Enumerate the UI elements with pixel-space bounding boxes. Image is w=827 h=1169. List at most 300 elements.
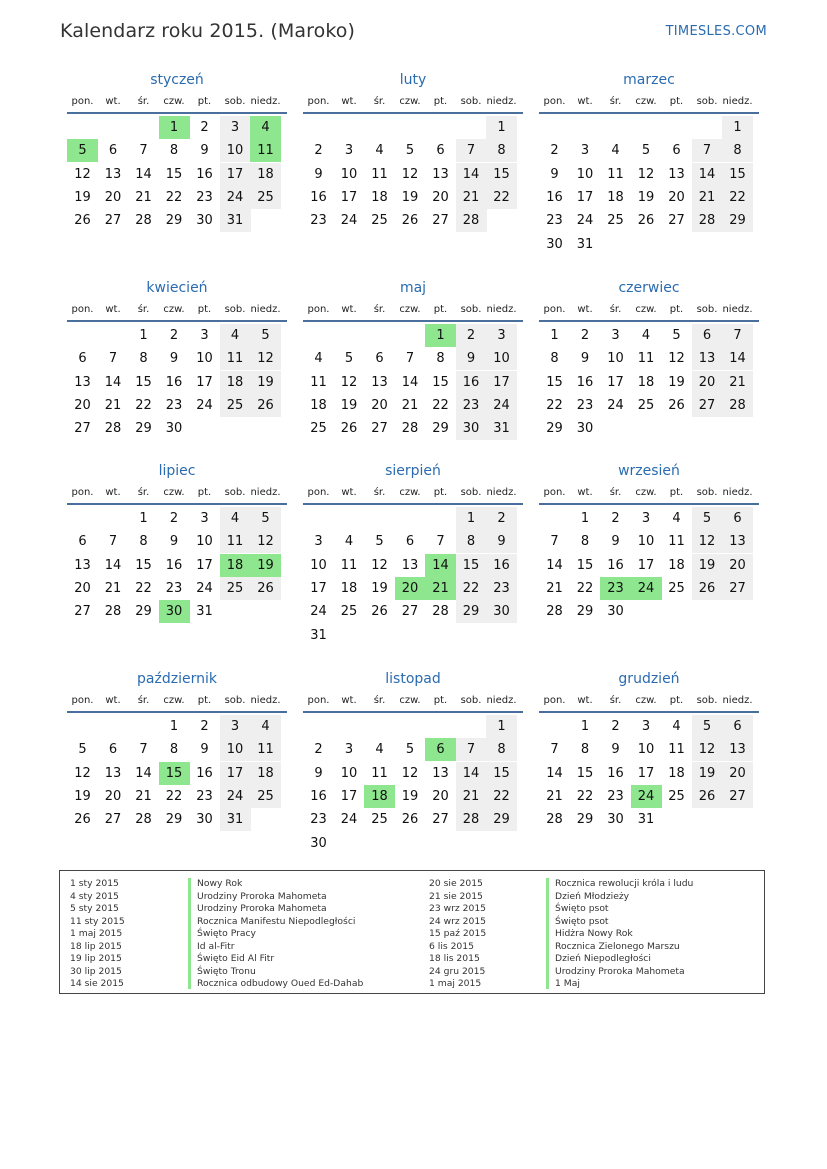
weekday-label: pon.: [307, 96, 330, 107]
weekday-label: sob.: [460, 96, 482, 107]
month-header-rule: [303, 112, 523, 114]
day-cell: 30: [607, 604, 624, 620]
weekday-label: czw.: [163, 487, 185, 498]
day-cell: 12: [340, 374, 358, 390]
day-cell: 15: [486, 163, 517, 186]
day-cell: 23: [310, 213, 327, 229]
day-cell: 16: [576, 374, 594, 390]
day-cell: 22: [135, 397, 152, 413]
day-cell: 2: [580, 328, 590, 343]
month-name: październik: [137, 671, 217, 687]
holiday-name: Urodziny Proroka Mahometa: [197, 903, 327, 914]
day-cell: 7: [108, 534, 118, 550]
day-cell: 22: [135, 580, 152, 596]
day-cell: 22: [486, 785, 517, 808]
day-cell: 24: [310, 604, 327, 620]
holiday-name: Rocznica odbudowy Oued Ed-Dahab: [197, 978, 364, 989]
day-cell: 4: [375, 143, 384, 159]
month-name: luty: [399, 72, 427, 88]
day-cell: 20: [74, 397, 91, 413]
day-cell: 28: [401, 421, 419, 437]
holiday-date: 14 sie 2015: [70, 978, 124, 989]
weekday-label: czw.: [399, 304, 421, 315]
holiday-name: Rocznica Manifestu Niepodległości: [197, 915, 356, 927]
day-cell: 6: [78, 534, 87, 550]
day-cell: 31: [576, 236, 594, 252]
weekday-label: pon.: [543, 695, 566, 706]
weekday-header: [539, 693, 759, 709]
day-cell: 21: [456, 785, 487, 808]
day-cell: 22: [456, 577, 487, 600]
day-cell: 17: [340, 189, 358, 205]
day-cell: 27: [371, 421, 388, 437]
month-header-rule: [303, 320, 523, 322]
day-cell: 26: [692, 785, 723, 808]
weekday-label: pt.: [669, 96, 684, 107]
day-cell: 1: [722, 116, 753, 139]
day-cell: 27: [104, 812, 122, 828]
day-cell: 5: [250, 324, 281, 347]
day-cell: 20: [668, 189, 685, 205]
day-cell: 28: [135, 812, 152, 828]
day-cell: 30: [310, 835, 327, 851]
holiday-day-cell: 1: [425, 324, 456, 347]
month-header-rule: [67, 112, 287, 114]
day-cell: 6: [722, 715, 753, 738]
weekday-label: sob.: [696, 96, 718, 107]
day-cell: 10: [310, 557, 327, 573]
day-cell: 2: [169, 511, 179, 526]
day-cell: 11: [371, 166, 388, 182]
month-header-rule: [67, 711, 287, 713]
day-cell: 3: [200, 328, 209, 343]
day-cell: 12: [371, 557, 388, 573]
holiday-day-cell: 30: [159, 600, 190, 623]
weekday-label: niedz.: [250, 487, 281, 498]
day-cell: 29: [135, 604, 152, 620]
day-cell: 28: [104, 421, 122, 437]
month-name: listopad: [385, 671, 441, 687]
day-cell: 23: [486, 577, 517, 600]
day-cell: 27: [692, 394, 723, 417]
day-cell: 19: [692, 762, 723, 785]
day-cell: 25: [668, 788, 685, 804]
holiday-marker-right: [546, 878, 549, 989]
day-cell: 29: [456, 600, 487, 623]
holiday-date: 30 lip 2015: [70, 965, 122, 977]
day-cell: 28: [546, 812, 563, 828]
holiday-day-cell: 4: [250, 116, 281, 139]
weekday-label: pon.: [543, 96, 566, 107]
day-cell: 30: [165, 421, 183, 437]
weekday-label: czw.: [163, 695, 185, 706]
holiday-name: Dzień Niepodległości: [555, 953, 651, 964]
weekday-label: śr.: [137, 695, 150, 706]
day-cell: 25: [637, 397, 655, 413]
day-cell: 17: [310, 580, 327, 596]
day-cell: 23: [310, 812, 327, 828]
day-cell: 2: [314, 143, 323, 159]
weekday-label: niedz.: [722, 487, 753, 498]
holiday-day-cell: 19: [250, 554, 281, 577]
day-cell: 21: [722, 371, 753, 394]
day-cell: 13: [104, 166, 122, 182]
day-cell: 23: [456, 394, 487, 417]
day-cell: 25: [340, 604, 358, 620]
holiday-date: 4 sty 2015: [70, 890, 119, 902]
day-cell: 27: [432, 812, 449, 828]
day-cell: 19: [401, 189, 419, 205]
weekday-header: [539, 302, 759, 318]
month-header-rule: [539, 320, 759, 322]
weekday-label: pt.: [669, 487, 684, 498]
day-cell: 12: [401, 166, 419, 182]
holiday-day-cell: 21: [425, 577, 456, 600]
day-cell: 5: [375, 534, 384, 550]
day-cell: 1: [486, 715, 517, 738]
day-cell: 14: [104, 557, 122, 573]
day-cell: 27: [74, 421, 91, 437]
weekday-label: pt.: [433, 96, 448, 107]
holiday-day-cell: 15: [159, 762, 190, 785]
day-cell: 29: [165, 812, 183, 828]
day-cell: 1: [139, 511, 148, 526]
holiday-dates-left: [70, 878, 125, 991]
day-cell: 8: [436, 351, 445, 367]
day-cell: 2: [550, 143, 559, 159]
holiday-name: Święto Tronu: [197, 965, 256, 977]
day-cell: 22: [576, 580, 594, 596]
month-header-rule: [539, 711, 759, 713]
day-cell: 19: [371, 580, 388, 596]
weekday-label: sob.: [224, 695, 246, 706]
day-cell: 30: [576, 421, 594, 437]
day-cell: 11: [637, 351, 655, 367]
day-cell: 19: [401, 788, 419, 804]
day-cell: 15: [486, 762, 517, 785]
day-cell: 27: [722, 785, 753, 808]
day-cell: 30: [486, 600, 517, 623]
day-cell: 4: [314, 351, 323, 367]
day-cell: 28: [135, 213, 152, 229]
day-cell: 5: [250, 507, 281, 530]
day-cell: 13: [401, 557, 419, 573]
day-cell: 19: [340, 397, 358, 413]
day-cell: 19: [74, 189, 91, 205]
holiday-list: [59, 870, 765, 994]
day-cell: 25: [310, 421, 327, 437]
day-cell: 28: [692, 209, 723, 232]
day-cell: 2: [486, 507, 517, 530]
weekday-label: wt.: [341, 304, 357, 315]
day-cell: 4: [672, 719, 681, 734]
day-cell: 18: [310, 397, 327, 413]
holiday-name: Urodziny Proroka Mahometa: [555, 965, 685, 977]
day-cell: 25: [220, 394, 251, 417]
month-name: styczeń: [150, 72, 204, 88]
holiday-day-cell: 18: [220, 554, 251, 577]
day-cell: 17: [637, 557, 655, 573]
day-cell: 11: [340, 557, 358, 573]
day-cell: 16: [456, 371, 487, 394]
holiday-names-left: [197, 878, 363, 991]
day-cell: 8: [550, 351, 559, 367]
day-cell: 13: [722, 530, 753, 553]
weekday-label: czw.: [163, 96, 185, 107]
day-cell: 29: [135, 421, 152, 437]
day-cell: 13: [668, 166, 685, 182]
day-cell: 10: [220, 738, 251, 761]
day-cell: 27: [401, 604, 419, 620]
holiday-name: Urodziny Proroka Mahometa: [197, 890, 327, 902]
weekday-label: śr.: [609, 96, 622, 107]
holiday-day-cell: 1: [159, 116, 190, 139]
day-cell: 31: [637, 812, 655, 828]
weekday-label: czw.: [163, 304, 185, 315]
day-cell: 16: [196, 765, 213, 781]
holiday-date: 6 lis 2015: [429, 940, 474, 952]
day-cell: 29: [576, 812, 594, 828]
holiday-dates-right: [429, 878, 486, 991]
day-cell: 5: [344, 351, 354, 367]
holiday-date: 18 lis 2015: [429, 953, 480, 964]
day-cell: 10: [637, 534, 655, 550]
weekday-label: niedz.: [722, 304, 753, 315]
day-cell: 4: [641, 328, 651, 343]
day-cell: 21: [135, 788, 152, 804]
day-cell: 6: [405, 534, 415, 550]
holiday-name: Święto Eid Al Fitr: [197, 953, 275, 964]
day-cell: 6: [78, 351, 87, 367]
holiday-name: Dzień Młodzieży: [555, 890, 630, 902]
day-cell: 24: [196, 397, 213, 413]
weekday-label: pt.: [197, 304, 212, 315]
holiday-date: 18 lip 2015: [70, 940, 122, 952]
day-cell: 23: [196, 788, 213, 804]
day-cell: 16: [607, 765, 624, 781]
holiday-date: 21 sie 2015: [429, 890, 483, 902]
day-cell: 9: [611, 742, 620, 758]
holiday-day-cell: 23: [600, 577, 631, 600]
day-cell: 12: [74, 765, 91, 781]
weekday-label: wt.: [105, 96, 121, 107]
day-cell: 27: [432, 213, 449, 229]
day-cell: 7: [550, 742, 559, 758]
holiday-name: Święto Pracy: [197, 928, 256, 939]
day-cell: 1: [580, 511, 590, 526]
day-cell: 15: [165, 166, 183, 182]
day-cell: 23: [165, 397, 183, 413]
day-cell: 3: [344, 742, 354, 758]
day-cell: 15: [576, 765, 594, 781]
day-cell: 18: [220, 371, 251, 394]
day-cell: 28: [722, 394, 753, 417]
weekday-label: wt.: [105, 487, 121, 498]
day-cell: 15: [135, 557, 152, 573]
day-cell: 10: [220, 139, 251, 162]
day-cell: 19: [692, 554, 723, 577]
holiday-date: 19 lip 2015: [70, 953, 122, 964]
day-cell: 29: [576, 604, 594, 620]
day-cell: 19: [250, 371, 281, 394]
day-cell: 21: [546, 580, 563, 596]
day-cell: 1: [580, 719, 590, 734]
day-cell: 22: [432, 397, 449, 413]
day-cell: 21: [456, 186, 487, 209]
day-cell: 30: [607, 812, 624, 828]
day-cell: 13: [371, 374, 388, 390]
weekday-label: pt.: [433, 695, 448, 706]
day-cell: 1: [456, 507, 487, 530]
weekday-header: [539, 485, 759, 501]
weekday-header: [303, 94, 523, 110]
day-cell: 17: [637, 765, 655, 781]
weekday-label: śr.: [137, 487, 150, 498]
day-cell: 26: [637, 213, 655, 229]
holiday-date: 23 wrz 2015: [429, 903, 487, 914]
weekday-label: sob.: [696, 304, 718, 315]
weekday-label: pt.: [197, 96, 212, 107]
day-cell: 12: [668, 351, 685, 367]
weekday-label: śr.: [609, 304, 622, 315]
month-name: maj: [399, 280, 427, 296]
weekday-label: śr.: [137, 96, 150, 107]
day-cell: 4: [375, 742, 384, 758]
weekday-label: czw.: [635, 96, 657, 107]
site-logo-link[interactable]: TIMESLES.COM: [665, 24, 767, 39]
day-cell: 9: [314, 166, 323, 182]
weekday-label: czw.: [635, 487, 657, 498]
day-cell: 22: [546, 397, 563, 413]
weekday-label: śr.: [373, 695, 386, 706]
day-cell: 10: [576, 166, 594, 182]
month-header-rule: [67, 503, 287, 505]
weekday-label: śr.: [609, 487, 622, 498]
weekday-header: [303, 693, 523, 709]
weekday-label: pt.: [669, 695, 684, 706]
day-cell: 1: [139, 328, 148, 343]
day-cell: 2: [169, 328, 179, 343]
day-cell: 28: [456, 808, 487, 831]
holiday-day-cell: 24: [631, 577, 662, 600]
weekday-label: pt.: [669, 304, 684, 315]
weekday-label: wt.: [105, 304, 121, 315]
weekday-label: wt.: [577, 695, 593, 706]
day-cell: 27: [668, 213, 685, 229]
weekday-label: wt.: [341, 695, 357, 706]
day-cell: 26: [401, 213, 419, 229]
day-cell: 22: [486, 186, 517, 209]
day-cell: 9: [611, 534, 620, 550]
day-cell: 7: [139, 143, 148, 159]
holiday-day-cell: 5: [67, 139, 98, 162]
holiday-day-cell: 14: [425, 554, 456, 577]
day-cell: 12: [250, 347, 281, 370]
day-cell: 26: [340, 421, 358, 437]
day-cell: 8: [580, 742, 590, 758]
day-cell: 7: [108, 351, 118, 367]
weekday-label: niedz.: [722, 96, 753, 107]
day-cell: 6: [375, 351, 384, 367]
holiday-date: 15 paź 2015: [429, 928, 487, 939]
day-cell: 31: [220, 808, 251, 831]
day-cell: 25: [220, 577, 251, 600]
day-cell: 4: [220, 324, 251, 347]
day-cell: 8: [722, 139, 753, 162]
weekday-label: sob.: [460, 695, 482, 706]
month-header-rule: [67, 320, 287, 322]
day-cell: 28: [432, 604, 449, 620]
day-cell: 9: [456, 347, 487, 370]
day-cell: 7: [139, 742, 148, 758]
day-cell: 23: [546, 213, 563, 229]
day-cell: 2: [200, 120, 209, 135]
day-cell: 25: [607, 213, 624, 229]
day-cell: 22: [576, 788, 594, 804]
day-cell: 26: [74, 812, 91, 828]
month-name: sierpień: [385, 463, 441, 479]
day-cell: 24: [220, 186, 251, 209]
day-cell: 5: [405, 742, 415, 758]
day-cell: 2: [456, 324, 487, 347]
day-cell: 16: [165, 557, 183, 573]
day-cell: 29: [546, 421, 563, 437]
day-cell: 28: [546, 604, 563, 620]
day-cell: 15: [722, 163, 753, 186]
day-cell: 21: [692, 186, 723, 209]
day-cell: 14: [401, 374, 419, 390]
day-cell: 11: [220, 347, 251, 370]
day-cell: 3: [220, 116, 251, 139]
weekday-label: wt.: [341, 96, 357, 107]
day-cell: 24: [607, 397, 624, 413]
day-cell: 23: [576, 397, 594, 413]
day-cell: 15: [576, 557, 594, 573]
day-cell: 9: [580, 351, 590, 367]
day-cell: 10: [637, 742, 655, 758]
weekday-label: wt.: [577, 304, 593, 315]
day-cell: 20: [722, 762, 753, 785]
day-cell: 22: [722, 186, 753, 209]
weekday-label: czw.: [635, 304, 657, 315]
day-cell: 3: [641, 719, 651, 734]
weekday-label: pon.: [543, 304, 566, 315]
weekday-label: wt.: [341, 487, 357, 498]
day-cell: 21: [546, 788, 563, 804]
day-cell: 7: [456, 738, 487, 761]
day-cell: 16: [486, 554, 517, 577]
weekday-label: śr.: [373, 487, 386, 498]
day-cell: 8: [139, 351, 148, 367]
holiday-marker-left: [188, 878, 191, 989]
day-cell: 7: [456, 139, 487, 162]
day-cell: 31: [196, 604, 213, 620]
day-cell: 8: [486, 738, 517, 761]
day-cell: 5: [641, 143, 651, 159]
weekday-label: sob.: [224, 304, 246, 315]
day-cell: 8: [169, 742, 179, 758]
day-cell: 12: [637, 166, 655, 182]
day-cell: 9: [486, 530, 517, 553]
weekday-label: wt.: [577, 487, 593, 498]
day-cell: 3: [641, 511, 651, 526]
day-cell: 12: [401, 765, 419, 781]
day-cell: 5: [692, 715, 723, 738]
weekday-label: sob.: [460, 304, 482, 315]
weekday-label: niedz.: [486, 695, 517, 706]
weekday-label: niedz.: [722, 695, 753, 706]
day-cell: 17: [340, 788, 358, 804]
